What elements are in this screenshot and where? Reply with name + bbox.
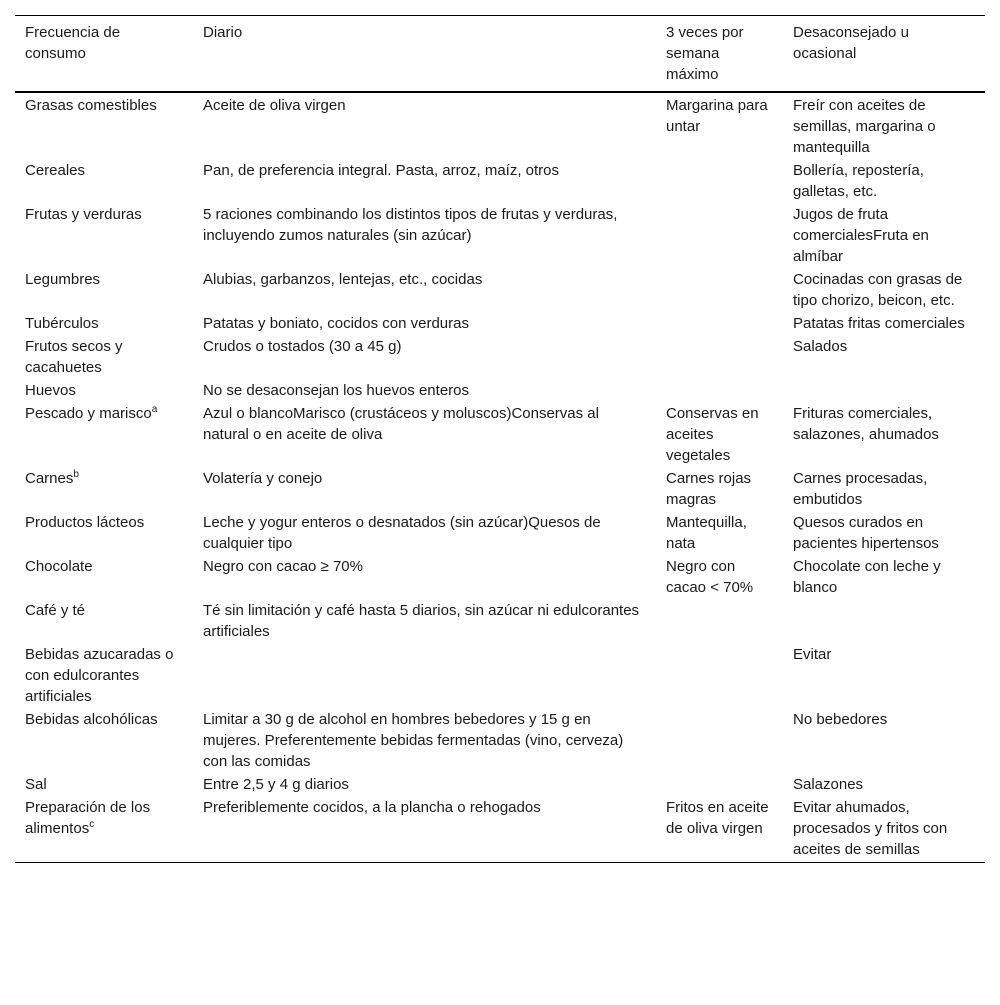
category-label: Huevos [25,382,76,399]
cell-weekly: Carnes rojas magras [666,470,752,508]
category-label: Sal [25,776,47,793]
category-label: Cereales [25,162,86,179]
footnote-marker: c [89,819,95,830]
row-category [15,599,193,643]
cell-weekly [656,159,783,203]
cell-avoid: Carnes procesadas, embutidos [793,470,928,508]
category-label: Legumbres [25,271,101,288]
cell-weekly [656,203,783,268]
table-row [15,599,985,643]
cell-avoid: Salados [793,338,848,355]
cell-daily: Alubias, garbanzos, lentejas, etc., cocidas [203,271,483,288]
cell-weekly [656,335,783,379]
cell-daily: Entre 2,5 y 4 g diarios [203,776,349,793]
row-category [15,402,193,467]
table-row [15,159,985,203]
cell-weekly: Conservas en aceites vegetales [666,405,759,464]
cell-avoid: Evitar ahumados, procesados y fritos con aceites de semillas [793,799,948,858]
cell-weekly [656,708,783,773]
table-row [15,92,985,159]
cell-avoid: Frituras comerciales, salazones, ahumados [793,405,939,443]
table-row [15,268,985,312]
cell-daily: Leche y yogur enteros o desnatados (sin azúcar)Quesos de cualquier tipo [203,514,601,552]
cell-daily: Crudos o tostados (30 a 45 g) [203,338,402,355]
row-category [15,773,193,796]
table-row [15,708,985,773]
cell-daily: Patatas y boniato, cocidos con verduras [203,315,469,332]
cell-weekly: Margarina para untar [666,97,768,135]
table-row [15,511,985,555]
cell-weekly [656,643,783,708]
row-category [15,796,193,863]
category-label: Preparación de los alimentos [25,799,151,837]
cell-daily: Volatería y conejo [203,470,323,487]
footnote-marker: b [73,469,79,480]
table-row [15,796,985,863]
header-frequency: Frecuencia de consumo [25,24,121,62]
cell-daily: Aceite de oliva virgen [203,97,346,114]
cell-avoid: Freír con aceites de semillas, margarina o mantequilla [793,97,936,156]
table-row [15,555,985,599]
row-category [15,511,193,555]
table-header [15,16,985,93]
cell-daily: Negro con cacao ≥ 70% [203,558,363,575]
header-row [15,16,985,93]
table-row [15,203,985,268]
footnote-marker: a [151,404,158,415]
table-row [15,467,985,511]
cell-weekly: Negro con cacao < 70% [666,558,754,596]
row-category [15,555,193,599]
food-frequency-table [15,15,985,863]
cell-avoid: Patatas fritas comerciales [793,315,965,332]
cell-avoid: Jugos de fruta comercialesFruta en almíbar [793,206,929,265]
row-category [15,159,193,203]
cell-daily: Preferiblemente cocidos, a la plancha o rehogados [203,799,541,816]
category-label: Grasas comestibles [25,97,157,114]
row-category [15,643,193,708]
cell-avoid: Quesos curados en pacientes hipertensos [793,514,939,552]
cell-weekly [656,312,783,335]
cell-daily: No se desaconsejan los huevos enteros [203,382,470,399]
category-label: Frutos secos y cacahuetes [25,338,123,376]
cell-daily: Limitar a 30 g de alcohol en hombres bebedores y 15 g en mujeres. Preferentemente bebidas fermentadas (vino, cerveza) con las comidas [203,711,624,770]
category-label: Frutas y verduras [25,206,142,223]
cell-avoid: Chocolate con leche y blanco [793,558,941,596]
category-label: Pescado y marisco [25,405,152,422]
table-row [15,335,985,379]
category-label: Tubérculos [25,315,99,332]
cell-weekly: Mantequilla, nata [666,514,747,552]
row-category [15,203,193,268]
cell-daily: 5 raciones combinando los distintos tipos de frutas y verduras, incluyendo zumos naturales (sin azúcar) [203,206,618,244]
table-row [15,773,985,796]
table-row [15,402,985,467]
header-avoid: Desaconsejado u ocasional [793,24,909,62]
table-row [15,379,985,402]
category-label: Carnes [25,470,74,487]
row-category [15,379,193,402]
category-label: Chocolate [25,558,93,575]
cell-daily [193,643,656,708]
category-label: Productos lácteos [25,514,145,531]
row-category [15,312,193,335]
cell-daily: Azul o blancoMarisco (crustáceos y moluscos)Conservas al natural o en aceite de oliva [203,405,599,443]
cell-avoid: Evitar [793,646,832,663]
table-body [15,92,985,863]
row-category [15,268,193,312]
cell-weekly [656,268,783,312]
cell-avoid [783,599,985,643]
cell-weekly: Fritos en aceite de oliva virgen [666,799,769,837]
row-category [15,92,193,159]
cell-avoid: No bebedores [793,711,888,728]
header-weekly: 3 veces por semana máximo [666,24,744,83]
cell-avoid: Salazones [793,776,864,793]
row-category [15,335,193,379]
table-row [15,643,985,708]
row-category [15,708,193,773]
cell-daily: Té sin limitación y café hasta 5 diarios, sin azúcar ni edulcorantes artificiales [203,602,640,640]
cell-weekly [656,379,783,402]
cell-avoid [783,379,985,402]
header-daily: Diario [203,24,243,41]
category-label: Bebidas azucaradas o con edulcorantes artificiales [25,646,174,705]
row-category [15,467,193,511]
cell-avoid: Bollería, repostería, galletas, etc. [793,162,924,200]
cell-daily: Pan, de preferencia integral. Pasta, arroz, maíz, otros [203,162,560,179]
cell-weekly [656,773,783,796]
category-label: Café y té [25,602,86,619]
category-label: Bebidas alcohólicas [25,711,158,728]
cell-avoid: Cocinadas con grasas de tipo chorizo, beicon, etc. [793,271,963,309]
table-row [15,312,985,335]
cell-weekly [656,599,783,643]
